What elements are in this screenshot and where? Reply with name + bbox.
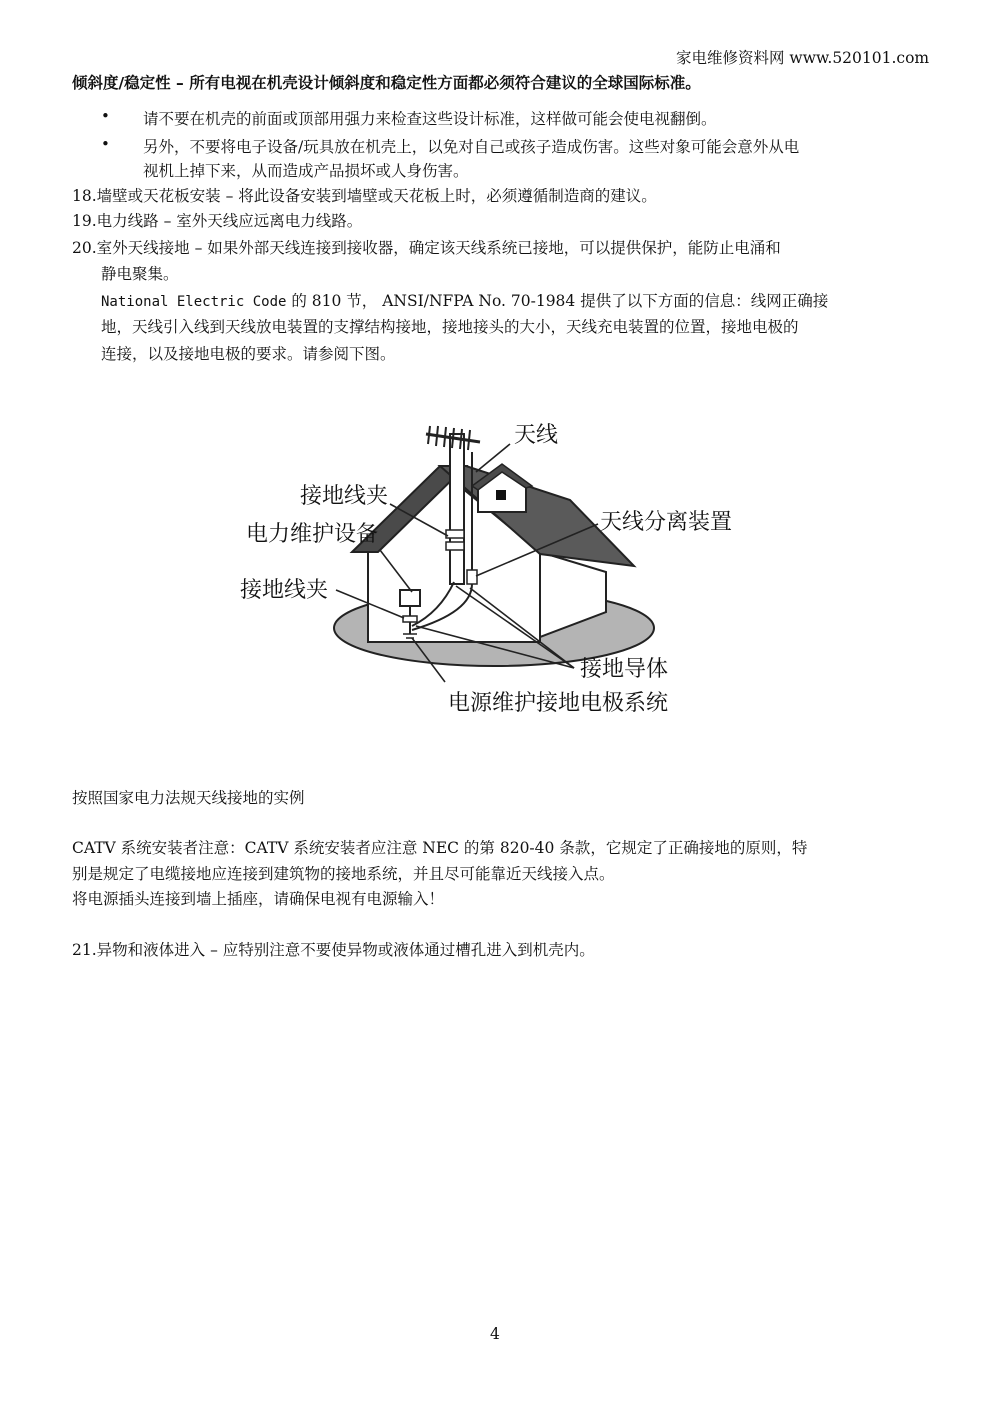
item-19: 19.电力线路 – 室外天线应远离电力线路。 (72, 212, 363, 230)
site-header: 家电维修资料网 www.520101.com (676, 49, 930, 67)
label-ground-clamp-top: 接地线夹 (300, 484, 389, 509)
page-number: 4 (490, 1325, 500, 1343)
item-20: 20.室外天线接地 – 如果外部天线连接到接收器，确定该天线系统已接地，可以提供保护，能防止电涌和 (72, 239, 781, 257)
item-20-continued: 静电聚集。 (101, 265, 179, 283)
section-heading: 倾斜度/稳定性 – 所有电视在机壳设计倾斜度和稳定性方面都必须符合建议的全球国际标准。 (72, 74, 701, 92)
bullet-marker: • (101, 135, 110, 153)
catv-note-line: CATV 系统安装者注意：CATV 系统安装者应注意 NEC 的第 820-40 条款，它规定了正确接地的原则，特 (72, 839, 808, 857)
item-21: 21.异物和液体进入 – 应特别注意不要使异物或液体通过槽孔进入到机壳内。 (72, 941, 595, 959)
label-electrode-system: 电源维护接地电极系统 (448, 691, 669, 716)
label-discharge-unit: 天线分离装置 (600, 510, 733, 535)
power-plug-note: 将电源插头连接到墙上插座，请确保电视有电源输入！ (72, 890, 445, 908)
antenna-grounding-diagram (240, 412, 750, 717)
bullet-marker: • (101, 107, 110, 125)
nec-paragraph-line: 地，天线引入线到天线放电装置的支撑结构接地，接地接头的大小，天线充电装置的位置，接地电极的 (101, 318, 799, 336)
bullet-text: 请不要在机壳的前面或顶部用强力来检查这些设计标准，这样做可能会使电视翻倒。 (143, 110, 717, 128)
nec-code-name: National Electric Code (101, 294, 287, 310)
nec-text: 的 810 节， ANSI/NFPA No. 70-1984 提供了以下方面的信息：线网正确接 (286, 292, 829, 310)
mast-clamp (446, 542, 464, 550)
item-18: 18.墙壁或天花板安装 – 将此设备安装到墙壁或天花板上时，必须遵循制造商的建议。 (72, 187, 657, 205)
catv-note-line: 别是规定了电缆接地应连接到建筑物的接地系统，并且尽可能靠近天线接入点。 (72, 865, 615, 883)
lower-clamp (403, 616, 417, 622)
label-ground-clamp-bottom: 接地线夹 (240, 578, 329, 603)
diagram-caption: 按照国家电力法规天线接地的实例 (72, 789, 305, 807)
mast-clamp (446, 530, 464, 538)
label-power-service: 电力维护设备 (246, 522, 379, 547)
bullet-text: 另外，不要将电子设备/玩具放在机壳上，以免对自己或孩子造成伤害。这些对象可能会意外从电 (143, 138, 800, 156)
antenna-mast (450, 434, 464, 584)
bullet-text-continued: 视机上掉下来，从而造成产品损坏或人身伤害。 (143, 162, 469, 180)
service-box (400, 590, 420, 606)
nec-paragraph-line: 连接，以及接地电极的要求。请参阅下图。 (101, 345, 396, 363)
dormer-window (496, 490, 506, 500)
label-ground-conductor: 接地导体 (580, 657, 669, 682)
nec-paragraph-line (101, 289, 828, 314)
label-antenna: 天线 (514, 423, 559, 448)
discharge-unit-box (467, 570, 477, 584)
